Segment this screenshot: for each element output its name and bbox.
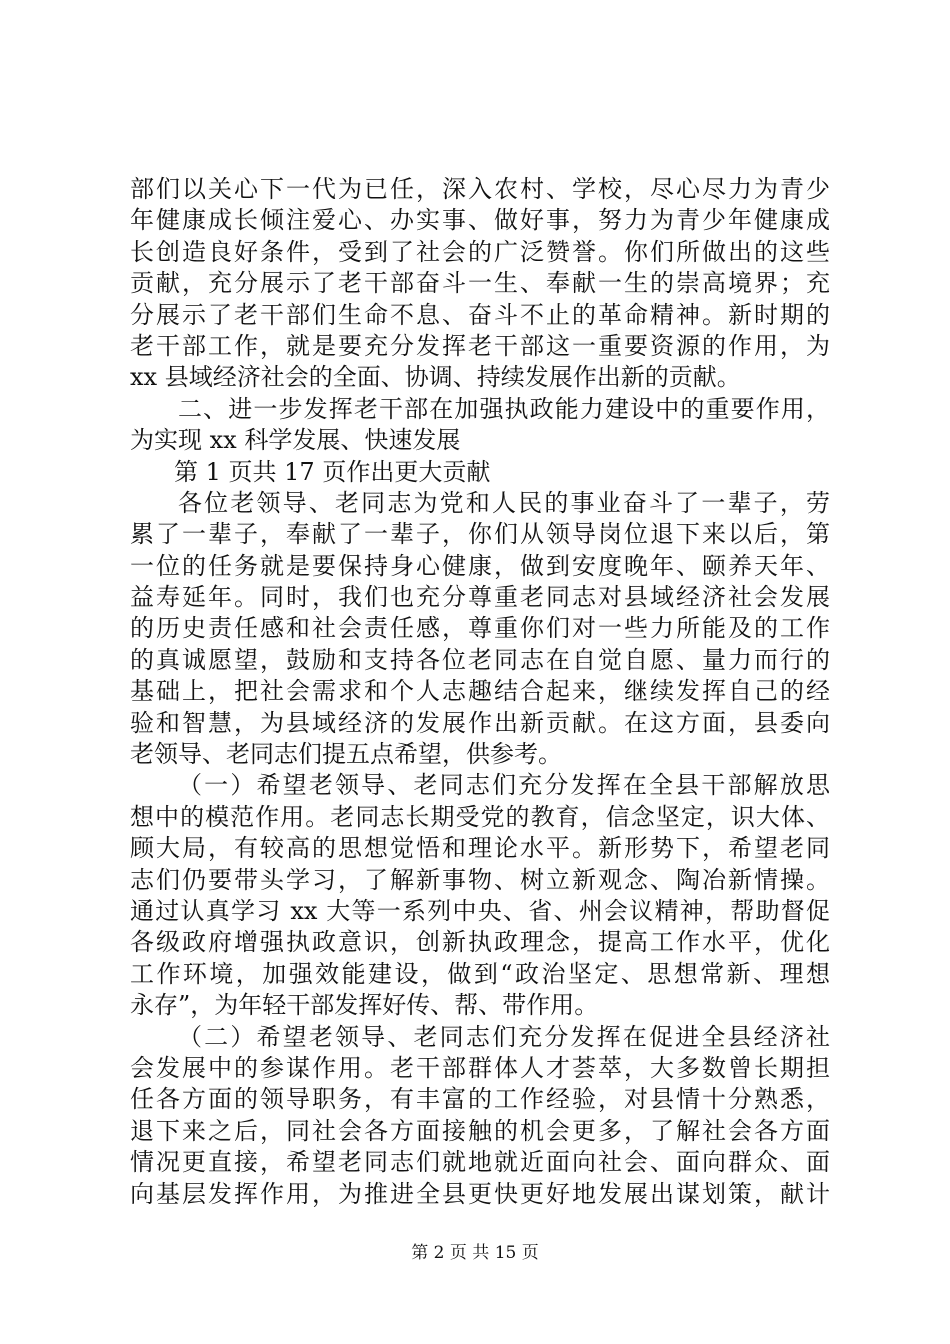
text-line: 任各方面的领导职务，有丰富的工作经验，对县情十分熟悉， (130, 1085, 830, 1114)
paragraph-point-two (130, 1022, 830, 1210)
text-line: 第 1 页共 17 页作出更大贡献 (174, 457, 491, 486)
text-line: 年健康成长倾注爱心、办实事、做好事，努力为青少年健康成 (130, 206, 830, 235)
text-line: （二）希望老领导、老同志们充分发挥在促进全县经济社 (178, 1022, 830, 1051)
text-line: 会发展中的参谋作用。老干部群体人才荟萃，大多数曾长期担 (130, 1053, 830, 1082)
text-line: 情况更直接，希望老同志们就地就近面向社会、面向群众、面 (130, 1148, 830, 1177)
text-line: 向基层发挥作用，为推进全县更快更好地发展出谋划策，献计 (130, 1179, 830, 1208)
text-line: 益寿延年。同时，我们也充分尊重老同志对县域经济社会发展 (130, 583, 830, 612)
paragraph-expectations (130, 488, 830, 771)
text-line: 的历史责任感和社会责任感，尊重你们对一些力所能及的工作 (130, 614, 830, 643)
text-line: 各位老领导、老同志为党和人民的事业奋斗了一辈子，劳 (178, 488, 830, 517)
text-line: 想中的模范作用。老同志长期受党的教育，信念坚定，识大体、 (130, 802, 830, 831)
text-line: 一位的任务就是要保持身心健康，做到安度晚年、颐养天年、 (130, 551, 830, 580)
text-line: 基础上，把社会需求和个人志趣结合起来，继续发挥自己的经 (130, 677, 830, 706)
paragraph-point-one (130, 770, 830, 1021)
text-line: 顾大局，有较高的思想觉悟和理论水平。新形势下，希望老同 (130, 834, 830, 863)
text-line: 累了一辈子，奉献了一辈子，你们从领导岗位退下来以后，第 (130, 520, 830, 549)
section-heading-two (130, 394, 830, 457)
paragraph-contribution (130, 174, 830, 394)
text-line: （一）希望老领导、老同志们充分发挥在全县干部解放思 (178, 771, 830, 800)
text-line: 的真诚愿望，鼓励和支持各位老同志在自觉自愿、量力而行的 (130, 645, 830, 674)
text-line: 老干部工作，就是要充分发挥老干部这一重要资源的作用，为 (130, 331, 830, 360)
text-line: 部们以关心下一代为已任，深入农村、学校，尽心尽力为青少 (130, 175, 830, 203)
text-line: 通过认真学习 xx 大等一系列中央、省、州会议精神，帮助督促 (130, 896, 830, 925)
inline-page-marker (130, 457, 830, 488)
text-line: 永存”，为年轻干部发挥好传、帮、带作用。 (130, 991, 599, 1020)
text-line: 长创造良好条件，受到了社会的广泛赞誉。你们所做出的这些 (130, 237, 830, 266)
text-line: 贡献，充分展示了老干部奋斗一生、奉献一生的崇高境界；充 (130, 269, 830, 298)
text-line: xx 县域经济社会的全面、协调、持续发展作出新的贡献。 (130, 363, 741, 392)
text-line: 为实现 xx 科学发展、快速发展 (130, 426, 461, 455)
text-line: 工作环境，加强效能建设，做到“政治坚定、思想常新、理想 (130, 959, 830, 988)
page-footer: 第 2 页 共 15 页 (411, 1243, 539, 1263)
text-line: 志们仍要带头学习，了解新事物、树立新观念、陶冶新情操。 (130, 865, 830, 894)
text-line: 二、进一步发挥老干部在加强执政能力建设中的重要作用， (178, 394, 830, 423)
document-body (130, 174, 830, 1210)
text-line: 各级政府增强执政意识，创新执政理念，提高工作水平，优化 (130, 928, 830, 957)
text-line: 退下来之后，同社会各方面接触的机会更多，了解社会各方面 (130, 1116, 830, 1145)
text-line: 老领导、老同志们提五点希望，供参考。 (130, 740, 562, 769)
text-line: 验和智慧，为县域经济的发展作出新贡献。在这方面，县委向 (130, 708, 830, 737)
text-line: 分展示了老干部们生命不息、奋斗不止的革命精神。新时期的 (130, 300, 830, 329)
